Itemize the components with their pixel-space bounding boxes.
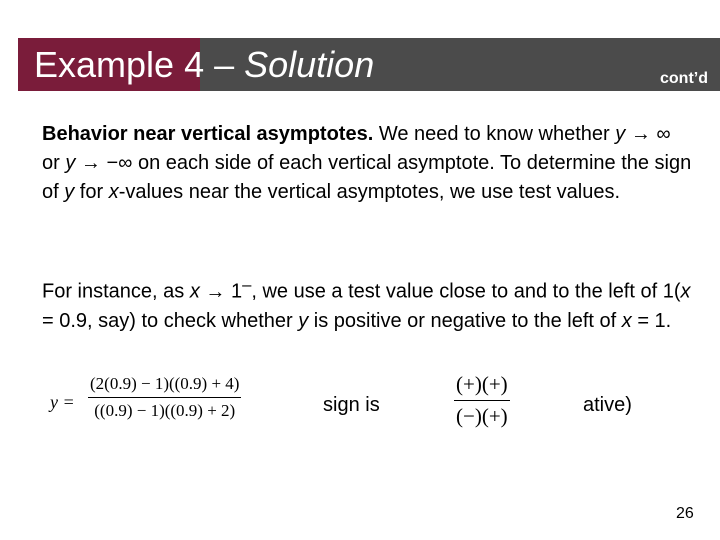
test-value-fraction: [88, 374, 241, 421]
title-solution: Solution: [244, 44, 375, 85]
page-number: 26: [676, 505, 694, 522]
sign-denominator: (−)(+): [456, 404, 508, 428]
text-run: 1: [225, 280, 243, 303]
text-run: = 1.: [631, 309, 672, 332]
formula-area: [50, 372, 670, 452]
var-y: y: [615, 123, 626, 145]
var-y: y: [298, 309, 309, 332]
paragraph-behavior: [42, 120, 692, 207]
infinity-symbol: ∞: [656, 123, 671, 145]
sign-numerator: (+)(+): [456, 372, 508, 396]
neg-infinity-symbol: −∞: [106, 152, 133, 174]
text-run: or: [42, 152, 66, 174]
continued-label: cont’d: [660, 70, 708, 87]
text-run: on each side of each vertical asymptote. To determine the sign of: [42, 152, 692, 203]
fraction-numerator: (2(0.9) − 1)((0.9) + 4): [90, 374, 240, 393]
title-main: Example 4 –: [34, 44, 245, 85]
text-run: We need to know whether: [373, 123, 616, 145]
arrow-symbol: →: [205, 280, 226, 303]
var-x: x: [680, 280, 691, 303]
text-run: for: [74, 181, 109, 203]
sign-fraction: [454, 372, 510, 429]
arrow-symbol: →: [630, 123, 651, 145]
superscript-minus: –: [242, 275, 252, 294]
var-x: x: [189, 280, 200, 303]
fraction-denominator: ((0.9) − 1)((0.9) + 2): [94, 401, 236, 420]
paragraph-heading: Behavior near vertical asymptotes.: [42, 123, 374, 145]
sign-is-text: sign is: [323, 394, 380, 416]
var-y: y: [65, 152, 76, 174]
negative-text: ative): [583, 394, 632, 416]
paragraph-instance: [42, 270, 692, 336]
arrow-symbol: →: [80, 152, 101, 174]
text-run: , we use a test value close to and to the left of 1(: [251, 280, 681, 303]
text-run: = 0.9, say) to check whether: [42, 309, 299, 332]
var-x: x: [621, 309, 632, 332]
y-equals: y =: [50, 392, 75, 412]
text-run: is positive or negative to the left of: [308, 309, 622, 332]
text-run: For instance, as: [42, 280, 190, 303]
var-y: y: [64, 181, 75, 203]
var-x: x: [108, 181, 119, 203]
slide-title: [34, 44, 374, 86]
text-run: -values near the vertical asymptotes, we use test values.: [118, 181, 621, 203]
